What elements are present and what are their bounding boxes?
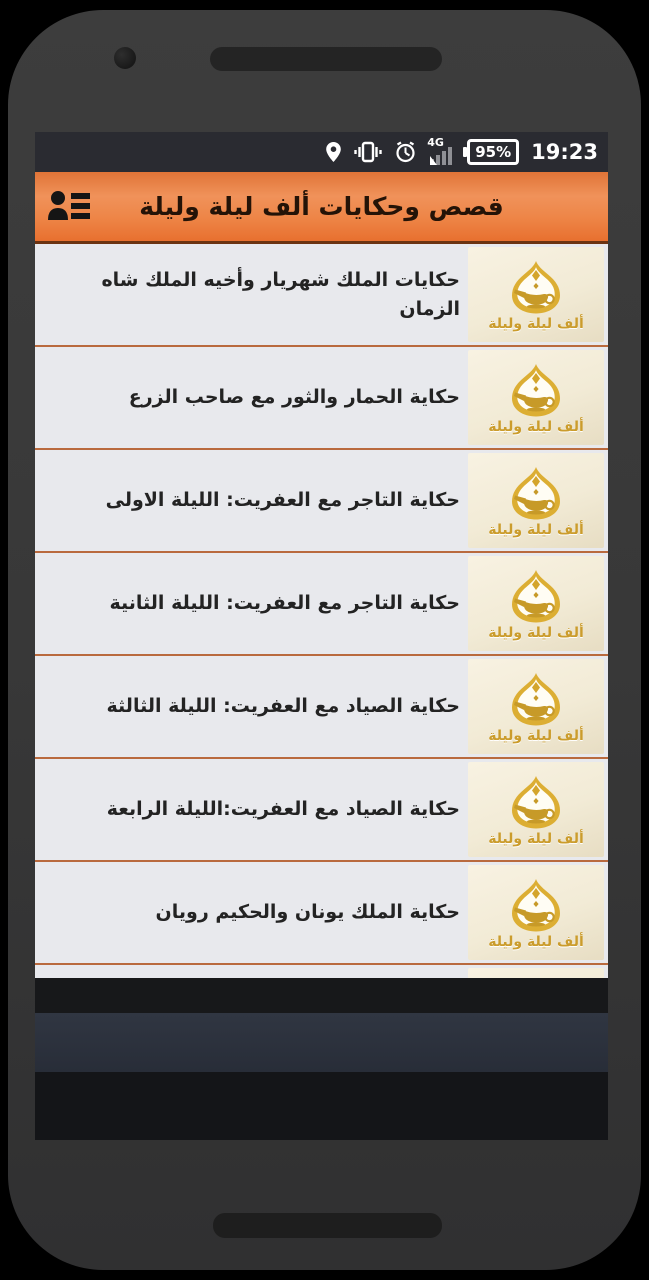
alarm-icon	[394, 141, 417, 163]
story-thumbnail	[468, 453, 604, 548]
lamp-dome-logo-icon	[486, 465, 586, 523]
list-item-7[interactable]	[35, 862, 608, 965]
thumbnail-caption: ألف ليلة وليلة	[488, 830, 584, 847]
lamp-dome-logo-icon	[486, 259, 586, 317]
location-icon	[325, 141, 342, 163]
story-title: حكاية الصياد مع العفريت:الليلة الرابعة	[106, 798, 460, 821]
thumbnail-caption: ألف ليلة وليلة	[488, 933, 584, 950]
story-title: حكاية الصياد مع العفريت: الليلة الثالثة	[106, 695, 460, 718]
screen	[35, 132, 608, 1140]
front-camera	[114, 47, 136, 69]
list-item-1[interactable]	[35, 244, 608, 347]
list-item-3[interactable]	[35, 450, 608, 553]
status-bar	[35, 132, 608, 172]
page-title: قصص وحكايات ألف ليلة وليلة	[139, 192, 504, 221]
story-title: حكاية الملك يونان والحكيم رويان	[155, 901, 460, 924]
thumbnail-caption: ألف ليلة وليلة	[488, 521, 584, 538]
story-thumbnail	[468, 350, 604, 445]
story-title: حكاية التاجر مع العفريت: الليلة الاولى	[105, 489, 460, 512]
bottom-speaker	[213, 1213, 442, 1238]
screen-bottom-gap	[35, 978, 608, 1013]
app-header	[35, 172, 608, 244]
list-item-6[interactable]	[35, 759, 608, 862]
list-item-2[interactable]	[35, 347, 608, 450]
lamp-dome-logo-icon	[486, 774, 586, 832]
list-item-5[interactable]	[35, 656, 608, 759]
list-item-4[interactable]	[35, 553, 608, 656]
story-thumbnail	[468, 865, 604, 960]
story-thumbnail	[468, 762, 604, 857]
story-thumbnail	[468, 659, 604, 754]
network-type-label: 4G	[427, 136, 444, 149]
lamp-dome-logo-icon	[486, 671, 586, 729]
thumbnail-caption: ألف ليلة وليلة	[488, 418, 584, 435]
story-thumbnail	[468, 247, 604, 342]
status-clock: 19:23	[531, 140, 598, 164]
navigation-bar[interactable]	[35, 1013, 608, 1072]
signal-icon	[429, 137, 455, 167]
earpiece-speaker	[210, 47, 442, 71]
lamp-dome-logo-icon	[486, 877, 586, 935]
thumbnail-caption: ألف ليلة وليلة	[488, 727, 584, 744]
thumbnail-caption: ألف ليلة وليلة	[488, 624, 584, 641]
story-title: حكاية التاجر مع العفريت: الليلة الثانية	[109, 592, 460, 615]
story-thumbnail	[468, 556, 604, 651]
story-title: حكايات الملك شهريار وأخيه الملك شاه الزمان	[101, 269, 460, 320]
battery-percent: 95%	[475, 143, 512, 161]
lamp-dome-logo-icon	[486, 568, 586, 626]
battery-icon	[467, 139, 519, 165]
vibrate-icon	[354, 141, 382, 163]
story-title: حكاية الحمار والثور مع صاحب الزرع	[128, 386, 460, 409]
thumbnail-caption: ألف ليلة وليلة	[488, 315, 584, 332]
lamp-dome-logo-icon	[486, 362, 586, 420]
